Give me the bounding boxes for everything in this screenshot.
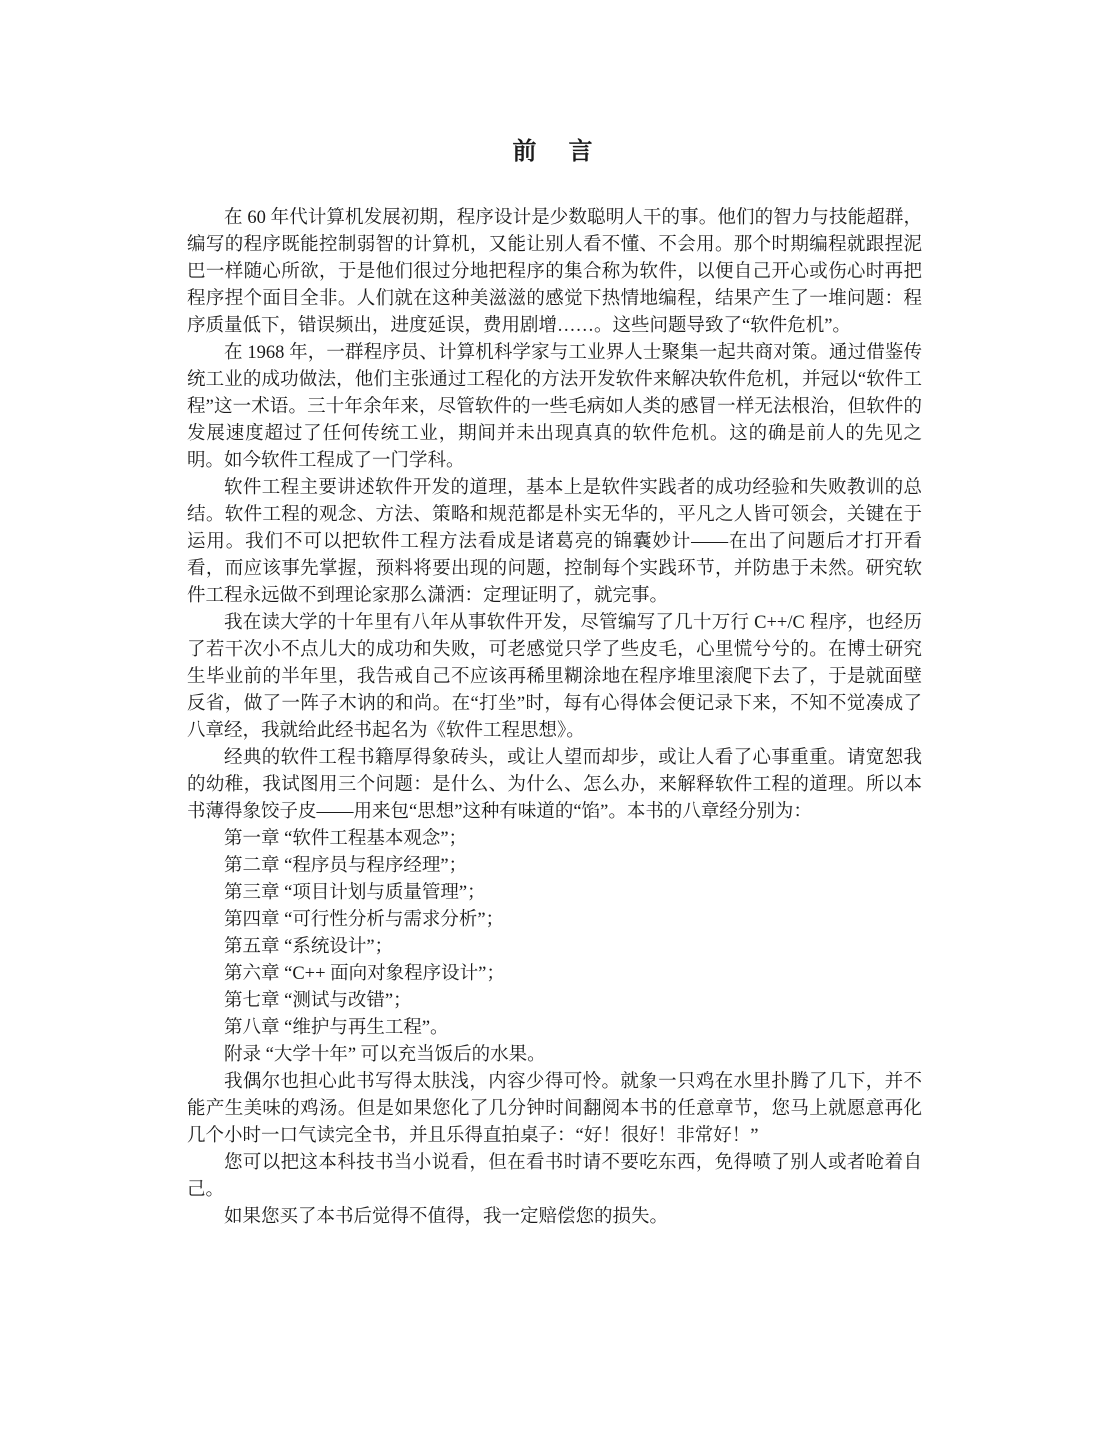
- page-title: 前 言: [512, 139, 597, 165]
- paragraph-refund-promise: 如果您买了本书后觉得不值得，我一定赔偿您的损失。: [224, 1207, 669, 1227]
- paragraph-software-crisis: 在 60 年代计算机发展初期，程序设计是少数聪明人干的事。他们的智力与技能超群，编写的程序既能控制弱智的计算机，又能让别人看不懂、不会用。那个时期编程就跟捏泥巴一样随心所欲，于是他们很过分地把程序的集合称为软件，以便自己开心或伤心时再把程序捏个面目全非。人们就在这种美滋滋的感觉下热情地编程，结果产生了一堆问题：程序质量低下，错误频出，进度延误，费用剧增……。这些问题导致了“软件危机”。: [187, 208, 922, 336]
- chapter-list-item-6: 第六章 “C++ 面向对象程序设计”；: [224, 964, 505, 984]
- paragraph-1968-software-engineering: 在 1968 年，一群程序员、计算机科学家与工业界人士聚集一起共商对策。通过借鉴传统工业的成功做法，他们主张通过工程化的方法开发软件来解决软件危机，并冠以“软件工程”这一术语。三十年余年来，尽管软件的一些毛病如人类的感冒一样无法根治，但软件的发展速度超过了任何传统工业，期间并未出现真真的软件危机。这的确是前人的先见之明。如今软件工程成了一门学科。: [187, 343, 922, 471]
- chapter-list-item-3: 第三章 “项目计划与质量管理”；: [224, 883, 486, 903]
- chapter-list-item-8: 第八章 “维护与再生工程”。: [224, 1018, 449, 1038]
- appendix-list-item: 附录 “大学十年” 可以充当饭后的水果。: [224, 1045, 546, 1065]
- chapter-list-item-4: 第四章 “可行性分析与需求分析”；: [224, 910, 505, 930]
- paragraph-book-structure-intro: 经典的软件工程书籍厚得象砖头，或让人望而却步，或让人看了心事重重。请宽恕我的幼稚，我试图用三个问题：是什么、为什么、怎么办，来解释软件工程的道理。所以本书薄得象饺子皮——用来包“思想”这种有味道的“馅”。本书的八章经分别为：: [187, 748, 922, 822]
- chapter-list-item-1: 第一章 “软件工程基本观念”；: [224, 829, 468, 849]
- paragraph-reading-advice: 您可以把这本科技书当小说看，但在看书时请不要吃东西，免得喷了别人或者呛着自己。: [187, 1153, 922, 1200]
- paragraph-software-engineering-essence: 软件工程主要讲述软件开发的道理，基本上是软件实践者的成功经验和失败教训的总结。软件工程的观念、方法、策略和规范都是朴实无华的，平凡之人皆可领会，关键在于运用。我们不可以把软件工程方法看成是诸葛亮的锦囊妙计——在出了问题后才打开看看，而应该事先掌握，预料将要出现的问题，控制每个实践环节，并防患于未然。研究软件工程永远做不到理论家那么潇洒：定理证明了，就完事。: [187, 478, 922, 606]
- chapter-list-item-5: 第五章 “系统设计”；: [224, 937, 394, 957]
- paragraph-author-experience: 我在读大学的十年里有八年从事软件开发，尽管编写了几十万行 C++/C 程序，也经历了若干次小不点儿大的成功和失败，可老感觉只学了些皮毛，心里慌兮兮的。在博士研究生毕业前的半年里，我告戒自己不应该再稀里糊涂地在程序堆里滚爬下去了，于是就面壁反省，做了一阵子木讷的和尚。在“打坐”时，每有心得体会便记录下来，不知不觉凑成了八章经，我就给此经书起名为《软件工程思想》。: [187, 613, 922, 741]
- chapter-list-item-7: 第七章 “测试与改错”；: [224, 991, 412, 1011]
- preface-content: [187, 140, 922, 1231]
- chapter-list-item-2: 第二章 “程序员与程序经理”；: [224, 856, 468, 876]
- paragraph-self-deprecation: 我偶尔也担心此书写得太肤浅，内容少得可怜。就象一只鸡在水里扑腾了几下，并不能产生美味的鸡汤。但是如果您化了几分钟时间翻阅本书的任意章节，您马上就愿意再化几个小时一口气读完全书，并且乐得直拍桌子：“好！很好！非常好！”: [187, 1072, 922, 1146]
